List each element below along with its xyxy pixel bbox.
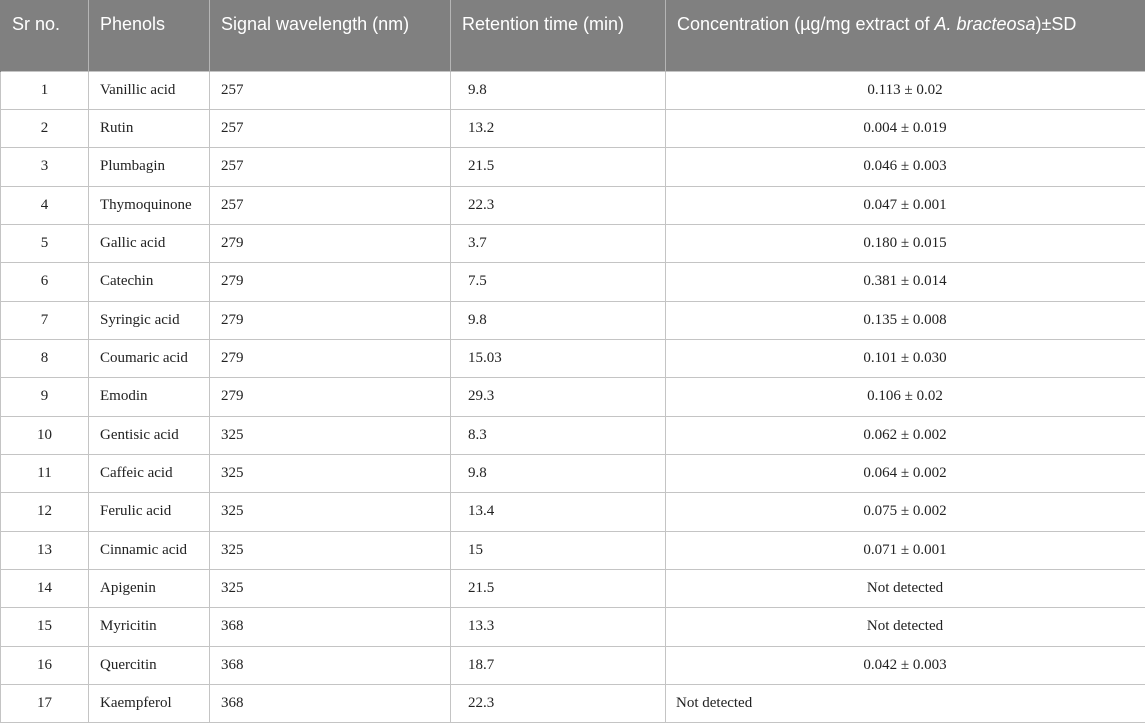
- sr-no-cell: 1: [1, 71, 89, 109]
- header-concentration-species: A. bracteosa: [934, 14, 1036, 34]
- header-concentration-suffix: )±SD: [1035, 14, 1077, 34]
- retention-cell: 13.2: [451, 109, 666, 147]
- retention-cell: 18.7: [451, 646, 666, 684]
- retention-cell: 9.8: [451, 301, 666, 339]
- wavelength-cell: 279: [210, 339, 451, 377]
- wavelength-cell: 368: [210, 685, 451, 723]
- phenol-cell: Vanillic acid: [89, 71, 210, 109]
- sr-no-cell: 16: [1, 646, 89, 684]
- table-row: [1, 109, 1145, 147]
- retention-cell: 21.5: [451, 569, 666, 607]
- wavelength-cell: 257: [210, 186, 451, 224]
- wavelength-cell: 257: [210, 148, 451, 186]
- sr-no-cell: 7: [1, 301, 89, 339]
- sr-no-cell: 12: [1, 493, 89, 531]
- concentration-cell: Not detected: [666, 608, 1145, 646]
- concentration-cell: 0.101 ± 0.030: [666, 339, 1145, 377]
- retention-cell: 7.5: [451, 263, 666, 301]
- concentration-cell: 0.180 ± 0.015: [666, 224, 1145, 262]
- wavelength-cell: 368: [210, 608, 451, 646]
- phenol-cell: Quercitin: [89, 646, 210, 684]
- wavelength-cell: 279: [210, 224, 451, 262]
- table-row: [1, 416, 1145, 454]
- concentration-cell: 0.381 ± 0.014: [666, 263, 1145, 301]
- concentration-cell: Not detected: [666, 685, 1145, 723]
- table-row: [1, 148, 1145, 186]
- header-row: [1, 0, 1145, 71]
- header-concentration-prefix: Concentration (µg/mg extract of: [677, 14, 935, 34]
- sr-no-cell: 11: [1, 454, 89, 492]
- wavelength-cell: 257: [210, 71, 451, 109]
- retention-cell: 13.4: [451, 493, 666, 531]
- sr-no-cell: 5: [1, 224, 89, 262]
- wavelength-cell: 279: [210, 378, 451, 416]
- wavelength-cell: 325: [210, 569, 451, 607]
- sr-no-cell: 13: [1, 531, 89, 569]
- wavelength-cell: 279: [210, 301, 451, 339]
- sr-no-cell: 9: [1, 378, 89, 416]
- table-header: [1, 0, 1145, 71]
- table-row: [1, 608, 1145, 646]
- phenol-cell: Ferulic acid: [89, 493, 210, 531]
- wavelength-cell: 368: [210, 646, 451, 684]
- retention-cell: 15: [451, 531, 666, 569]
- sr-no-cell: 6: [1, 263, 89, 301]
- phenol-cell: Syringic acid: [89, 301, 210, 339]
- phenol-cell: Catechin: [89, 263, 210, 301]
- concentration-cell: 0.135 ± 0.008: [666, 301, 1145, 339]
- phenol-cell: Apigenin: [89, 569, 210, 607]
- retention-cell: 13.3: [451, 608, 666, 646]
- phenol-cell: Thymoquinone: [89, 186, 210, 224]
- retention-cell: 29.3: [451, 378, 666, 416]
- table-row: [1, 339, 1145, 377]
- concentration-cell: 0.071 ± 0.001: [666, 531, 1145, 569]
- wavelength-cell: 325: [210, 531, 451, 569]
- header-concentration: [666, 0, 1145, 71]
- phenol-cell: Caffeic acid: [89, 454, 210, 492]
- sr-no-cell: 2: [1, 109, 89, 147]
- sr-no-cell: 15: [1, 608, 89, 646]
- retention-cell: 21.5: [451, 148, 666, 186]
- concentration-cell: 0.062 ± 0.002: [666, 416, 1145, 454]
- phenol-cell: Rutin: [89, 109, 210, 147]
- wavelength-cell: 257: [210, 109, 451, 147]
- table-row: [1, 493, 1145, 531]
- retention-cell: 9.8: [451, 71, 666, 109]
- table-body: [1, 71, 1145, 723]
- table-row: [1, 378, 1145, 416]
- concentration-cell: 0.106 ± 0.02: [666, 378, 1145, 416]
- phenol-cell: Myricitin: [89, 608, 210, 646]
- concentration-cell: 0.004 ± 0.019: [666, 109, 1145, 147]
- concentration-cell: 0.075 ± 0.002: [666, 493, 1145, 531]
- phenol-cell: Coumaric acid: [89, 339, 210, 377]
- table-row: [1, 685, 1145, 723]
- retention-cell: 9.8: [451, 454, 666, 492]
- sr-no-cell: 14: [1, 569, 89, 607]
- header-signal-wavelength: Signal wavelength (nm): [210, 0, 451, 71]
- phenol-cell: Emodin: [89, 378, 210, 416]
- sr-no-cell: 10: [1, 416, 89, 454]
- sr-no-cell: 17: [1, 685, 89, 723]
- sr-no-cell: 4: [1, 186, 89, 224]
- retention-cell: 3.7: [451, 224, 666, 262]
- concentration-cell: 0.064 ± 0.002: [666, 454, 1145, 492]
- table-row: [1, 186, 1145, 224]
- wavelength-cell: 279: [210, 263, 451, 301]
- table-row: [1, 454, 1145, 492]
- table-row: [1, 569, 1145, 607]
- phenol-cell: Plumbagin: [89, 148, 210, 186]
- table-row: [1, 531, 1145, 569]
- table-row: [1, 301, 1145, 339]
- phenol-cell: Gallic acid: [89, 224, 210, 262]
- retention-cell: 22.3: [451, 685, 666, 723]
- phenol-cell: Gentisic acid: [89, 416, 210, 454]
- retention-cell: 22.3: [451, 186, 666, 224]
- table-row: [1, 224, 1145, 262]
- header-phenols: Phenols: [89, 0, 210, 71]
- table-row: [1, 646, 1145, 684]
- concentration-cell: 0.042 ± 0.003: [666, 646, 1145, 684]
- retention-cell: 15.03: [451, 339, 666, 377]
- wavelength-cell: 325: [210, 416, 451, 454]
- retention-cell: 8.3: [451, 416, 666, 454]
- concentration-cell: 0.046 ± 0.003: [666, 148, 1145, 186]
- wavelength-cell: 325: [210, 493, 451, 531]
- table-row: [1, 263, 1145, 301]
- phenol-cell: Cinnamic acid: [89, 531, 210, 569]
- phenol-cell: Kaempferol: [89, 685, 210, 723]
- header-sr-no: Sr no.: [1, 0, 89, 71]
- header-retention-time: Retention time (min): [451, 0, 666, 71]
- sr-no-cell: 3: [1, 148, 89, 186]
- sr-no-cell: 8: [1, 339, 89, 377]
- concentration-cell: 0.047 ± 0.001: [666, 186, 1145, 224]
- wavelength-cell: 325: [210, 454, 451, 492]
- concentration-cell: 0.113 ± 0.02: [666, 71, 1145, 109]
- table-row: [1, 71, 1145, 109]
- concentration-cell: Not detected: [666, 569, 1145, 607]
